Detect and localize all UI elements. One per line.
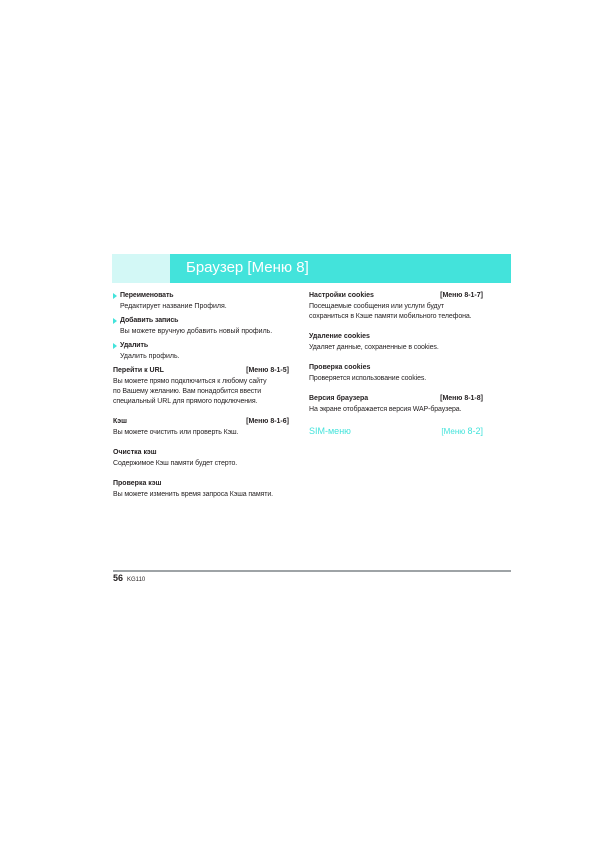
- section-browser-version: [309, 394, 483, 415]
- sim-menu-word: [Меню: [441, 427, 466, 436]
- section-text-line: Вы можете очистить или проверть Кэш.: [113, 429, 239, 436]
- section-cache: [113, 417, 289, 438]
- bullet-title: Добавить запись: [120, 317, 179, 324]
- section-text-line: специальный URL для прямого подключения.: [113, 398, 258, 405]
- section-text-line: Содержимое Кэш памяти будет стерто.: [113, 460, 238, 467]
- section-text-line: Проверяется использование cookies.: [309, 375, 427, 382]
- bullet-title: Удалить: [120, 342, 149, 349]
- section-title: Настройки cookies: [309, 292, 374, 299]
- sim-menu-ref: [441, 426, 483, 436]
- section-check-cookies: [309, 363, 483, 384]
- section-title: Перейти к URL: [113, 367, 164, 374]
- section-goto-url: [113, 366, 289, 407]
- page-number: 56: [113, 573, 124, 583]
- section-title: Проверка cookies: [309, 364, 371, 371]
- section-delete-cookies: [309, 332, 483, 353]
- section-check-cache: [113, 479, 289, 500]
- sim-menu-title: SIM-меню: [309, 426, 351, 436]
- bullet-item-add: [113, 316, 289, 337]
- sim-menu-heading: [309, 426, 483, 436]
- section-title: Удаление cookies: [309, 333, 370, 340]
- right-column: [309, 291, 483, 436]
- left-column: [113, 291, 289, 500]
- section-clear-cache: [113, 448, 289, 469]
- bullet-item-rename: [113, 291, 289, 312]
- section-title: Версия браузера: [309, 395, 369, 402]
- section-text-line: На экране отображается версия WAP-браузера.: [309, 406, 462, 413]
- section-text-line: Вы можете прямо подключиться к любому сайту: [113, 378, 267, 385]
- section-text-line: Посещаемые сообщения или услуги будут: [309, 303, 444, 310]
- section-title: Очистка кэш: [113, 449, 157, 456]
- section-text-line: Удаляет данные, сохраненные в cookies.: [309, 344, 439, 351]
- model-name: KG110: [127, 577, 146, 583]
- sim-menu-number: 8-2]: [467, 426, 483, 436]
- section-text-line: сохраниться в Кэше памяти мобильного телефона.: [309, 313, 472, 320]
- section-text-line: Вы можете изменить время запроса Кэша памяти.: [113, 491, 274, 498]
- arrow-bullet-icon: [113, 318, 117, 324]
- bullet-item-delete: [113, 341, 289, 362]
- section-menu-ref: [Меню 8-1-5]: [246, 367, 289, 374]
- header-left-block: [112, 254, 170, 283]
- arrow-bullet-icon: [113, 343, 117, 349]
- section-menu-ref: [Меню 8-1-7]: [440, 292, 483, 299]
- section-text-line: по Вашему желанию. Вам понадобится ввести: [113, 388, 262, 395]
- section-menu-ref: [Меню 8-1-6]: [246, 418, 289, 425]
- bullet-text: Удалить профиль.: [120, 353, 180, 360]
- chapter-header-band: [112, 254, 511, 283]
- bullet-text: Вы можете вручную добавить новый профиль.: [120, 328, 273, 335]
- section-title: Кэш: [113, 418, 127, 425]
- chapter-title: Браузер [Меню 8]: [186, 259, 309, 276]
- page-footer: [113, 573, 145, 583]
- footer-divider: [113, 570, 511, 572]
- arrow-bullet-icon: [113, 293, 117, 299]
- bullet-title: Переименовать: [120, 292, 174, 299]
- section-menu-ref: [Меню 8-1-8]: [440, 395, 483, 402]
- section-cookie-settings: [309, 291, 483, 322]
- section-title: Проверка кэш: [113, 480, 162, 487]
- bullet-text: Редактирует название Профиля.: [120, 303, 227, 310]
